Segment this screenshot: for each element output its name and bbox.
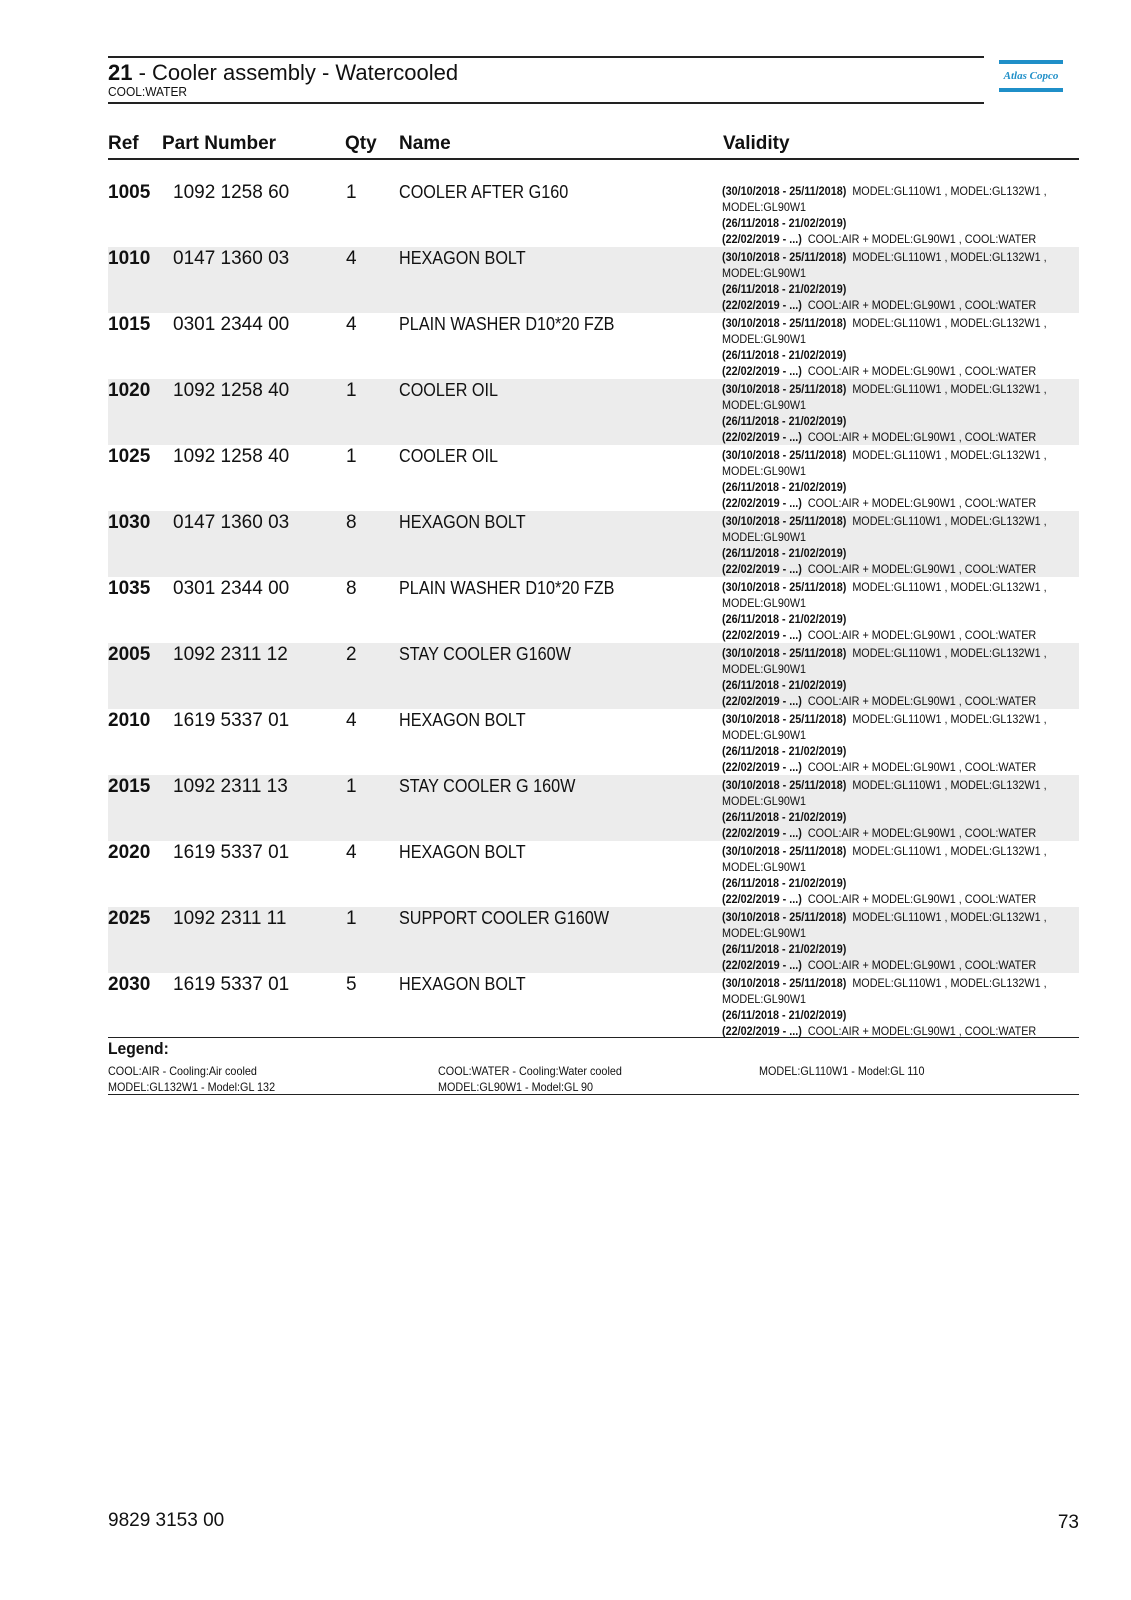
table-row xyxy=(108,445,1079,511)
validity-cell xyxy=(722,843,1082,907)
qty-cell: 4 xyxy=(346,248,357,269)
validity-line xyxy=(722,991,1046,1007)
page-subtitle: COOL:WATER xyxy=(108,84,188,99)
validity-date-range: (26/11/2018 - 21/02/2019) xyxy=(722,414,847,428)
validity-text: MODEL:GL110W1 , MODEL:GL132W1 , xyxy=(846,382,1047,396)
table-row xyxy=(108,181,1079,247)
validity-line xyxy=(722,627,1046,643)
name-cell: PLAIN WASHER D10*20 FZB xyxy=(399,314,615,334)
validity-cell xyxy=(722,909,1082,973)
validity-text: MODEL:GL90W1 xyxy=(722,266,807,280)
part-number-cell: 1092 2311 12 xyxy=(173,644,288,665)
validity-line xyxy=(722,711,1046,727)
validity-line xyxy=(722,447,1046,463)
validity-line xyxy=(722,381,1046,397)
ref-cell: 1005 xyxy=(108,182,151,203)
qty-cell: 4 xyxy=(346,710,357,731)
qty-cell: 5 xyxy=(346,974,357,995)
validity-date-range: (22/02/2019 - ...) xyxy=(722,826,802,840)
col-part-number-header: Part Number xyxy=(162,133,277,154)
validity-date-range: (30/10/2018 - 25/11/2018) xyxy=(722,580,847,594)
validity-date-range: (30/10/2018 - 25/11/2018) xyxy=(722,646,847,660)
part-number-cell: 0147 1360 03 xyxy=(173,248,290,269)
validity-text: MODEL:GL90W1 xyxy=(722,530,807,544)
validity-cell xyxy=(722,975,1082,1039)
validity-date-range: (26/11/2018 - 21/02/2019) xyxy=(722,216,847,230)
table-row xyxy=(108,775,1079,841)
validity-line xyxy=(722,249,1046,265)
qty-cell: 4 xyxy=(346,842,357,863)
section-number: 21 xyxy=(108,60,133,85)
validity-line xyxy=(722,545,1046,561)
validity-text: MODEL:GL110W1 , MODEL:GL132W1 , xyxy=(846,250,1047,264)
part-number-cell: 1092 1258 40 xyxy=(173,380,290,401)
validity-line xyxy=(722,859,1046,875)
qty-cell: 8 xyxy=(346,512,357,533)
legend-bottom-rule xyxy=(108,1094,1079,1095)
validity-text: MODEL:GL110W1 , MODEL:GL132W1 , xyxy=(846,514,1047,528)
validity-line xyxy=(722,677,1046,693)
validity-text: MODEL:GL110W1 , MODEL:GL132W1 , xyxy=(846,976,1047,990)
validity-cell xyxy=(722,183,1082,247)
ref-cell: 1025 xyxy=(108,446,151,467)
validity-cell xyxy=(722,645,1082,709)
validity-text: COOL:AIR + MODEL:GL90W1 , COOL:WATER xyxy=(801,496,1037,510)
validity-text: COOL:AIR + MODEL:GL90W1 , COOL:WATER xyxy=(801,364,1037,378)
validity-date-range: (30/10/2018 - 25/11/2018) xyxy=(722,778,847,792)
name-cell: SUPPORT COOLER G160W xyxy=(399,908,610,928)
ref-cell: 2020 xyxy=(108,842,151,863)
validity-text: MODEL:GL90W1 xyxy=(722,662,807,676)
validity-line xyxy=(722,743,1046,759)
validity-text: COOL:AIR + MODEL:GL90W1 , COOL:WATER xyxy=(801,430,1037,444)
validity-date-range: (22/02/2019 - ...) xyxy=(722,430,802,444)
table-row xyxy=(108,247,1079,313)
legend-item: MODEL:GL110W1 - Model:GL 110 xyxy=(759,1064,925,1078)
validity-text: COOL:AIR + MODEL:GL90W1 , COOL:WATER xyxy=(801,298,1037,312)
col-validity-header: Validity xyxy=(723,133,790,154)
logo-bottom-bar xyxy=(999,88,1063,92)
validity-date-range: (22/02/2019 - ...) xyxy=(722,1024,802,1038)
part-number-cell: 1619 5337 01 xyxy=(173,842,290,863)
part-number-cell: 1092 2311 11 xyxy=(173,908,287,929)
validity-date-range: (30/10/2018 - 25/11/2018) xyxy=(722,250,847,264)
validity-date-range: (30/10/2018 - 25/11/2018) xyxy=(722,514,847,528)
legend-item: MODEL:GL90W1 - Model:GL 90 xyxy=(438,1080,594,1094)
validity-line xyxy=(722,645,1046,661)
validity-text: MODEL:GL90W1 xyxy=(722,464,807,478)
validity-line xyxy=(722,529,1046,545)
validity-line xyxy=(722,231,1046,247)
validity-text: MODEL:GL90W1 xyxy=(722,596,807,610)
validity-date-range: (26/11/2018 - 21/02/2019) xyxy=(722,480,847,494)
validity-date-range: (26/11/2018 - 21/02/2019) xyxy=(722,546,847,560)
validity-date-range: (30/10/2018 - 25/11/2018) xyxy=(722,910,847,924)
validity-date-range: (26/11/2018 - 21/02/2019) xyxy=(722,942,847,956)
validity-date-range: (30/10/2018 - 25/11/2018) xyxy=(722,976,847,990)
validity-date-range: (22/02/2019 - ...) xyxy=(722,298,802,312)
validity-line xyxy=(722,347,1046,363)
table-row xyxy=(108,313,1079,379)
validity-line xyxy=(722,265,1046,281)
legend-item: COOL:AIR - Cooling:Air cooled xyxy=(108,1064,257,1078)
name-cell: PLAIN WASHER D10*20 FZB xyxy=(399,578,615,598)
validity-line xyxy=(722,843,1046,859)
page-title xyxy=(108,60,458,86)
validity-text: MODEL:GL90W1 xyxy=(722,200,807,214)
validity-text: COOL:AIR + MODEL:GL90W1 , COOL:WATER xyxy=(801,694,1037,708)
table-row xyxy=(108,511,1079,577)
validity-line xyxy=(722,825,1046,841)
validity-line xyxy=(722,579,1046,595)
table-row xyxy=(108,907,1079,973)
ref-cell: 1035 xyxy=(108,578,151,599)
ref-cell: 2015 xyxy=(108,776,151,797)
qty-cell: 1 xyxy=(346,380,357,401)
validity-text: MODEL:GL90W1 xyxy=(722,332,807,346)
validity-cell xyxy=(722,579,1082,643)
validity-cell xyxy=(722,513,1082,577)
validity-date-range: (22/02/2019 - ...) xyxy=(722,694,802,708)
page-number: 73 xyxy=(1057,1512,1079,1533)
validity-text: MODEL:GL90W1 xyxy=(722,926,807,940)
table-bottom-rule xyxy=(108,1037,1079,1038)
validity-cell xyxy=(722,711,1082,775)
col-ref-header: Ref xyxy=(108,133,139,154)
validity-line xyxy=(722,495,1046,511)
table-row xyxy=(108,973,1079,1039)
section-title: - Cooler assembly - Watercooled xyxy=(132,60,459,85)
validity-date-range: (26/11/2018 - 21/02/2019) xyxy=(722,876,847,890)
validity-date-range: (22/02/2019 - ...) xyxy=(722,562,802,576)
validity-line xyxy=(722,957,1046,973)
validity-line xyxy=(722,661,1046,677)
validity-date-range: (22/02/2019 - ...) xyxy=(722,364,802,378)
validity-date-range: (26/11/2018 - 21/02/2019) xyxy=(722,612,847,626)
validity-date-range: (30/10/2018 - 25/11/2018) xyxy=(722,712,847,726)
qty-cell: 1 xyxy=(346,446,357,467)
validity-line xyxy=(722,611,1046,627)
validity-line xyxy=(722,875,1046,891)
validity-text: COOL:AIR + MODEL:GL90W1 , COOL:WATER xyxy=(801,562,1037,576)
validity-text: COOL:AIR + MODEL:GL90W1 , COOL:WATER xyxy=(801,760,1037,774)
validity-line xyxy=(722,1007,1046,1023)
part-number-cell: 1092 2311 13 xyxy=(173,776,288,797)
part-number-cell: 0301 2344 00 xyxy=(173,314,290,335)
ref-cell: 1015 xyxy=(108,314,151,335)
table-row xyxy=(108,709,1079,775)
name-cell: HEXAGON BOLT xyxy=(399,248,526,268)
validity-line xyxy=(722,331,1046,347)
validity-line xyxy=(722,759,1046,775)
validity-text: MODEL:GL110W1 , MODEL:GL132W1 , xyxy=(846,448,1047,462)
validity-text: MODEL:GL110W1 , MODEL:GL132W1 , xyxy=(846,778,1047,792)
qty-cell: 4 xyxy=(346,314,357,335)
legend-title: Legend: xyxy=(108,1039,169,1058)
ref-cell: 2010 xyxy=(108,710,151,731)
name-cell: COOLER AFTER G160 xyxy=(399,182,569,202)
part-number-cell: 0147 1360 03 xyxy=(173,512,290,533)
validity-date-range: (26/11/2018 - 21/02/2019) xyxy=(722,678,847,692)
part-number-cell: 1092 1258 60 xyxy=(173,182,290,203)
validity-line xyxy=(722,183,1046,199)
table-row xyxy=(108,577,1079,643)
validity-text: COOL:AIR + MODEL:GL90W1 , COOL:WATER xyxy=(801,1024,1037,1038)
table-row xyxy=(108,841,1079,907)
part-number-cell: 0301 2344 00 xyxy=(173,578,290,599)
validity-line xyxy=(722,777,1046,793)
validity-line xyxy=(722,809,1046,825)
ref-cell: 1010 xyxy=(108,248,151,269)
validity-line xyxy=(722,561,1046,577)
validity-text: COOL:AIR + MODEL:GL90W1 , COOL:WATER xyxy=(801,628,1037,642)
validity-cell xyxy=(722,381,1082,445)
name-cell: COOLER OIL xyxy=(399,446,499,466)
validity-text: MODEL:GL110W1 , MODEL:GL132W1 , xyxy=(846,580,1047,594)
validity-date-range: (26/11/2018 - 21/02/2019) xyxy=(722,810,847,824)
qty-cell: 1 xyxy=(346,908,357,929)
name-cell: HEXAGON BOLT xyxy=(399,842,526,862)
validity-line xyxy=(722,793,1046,809)
validity-line xyxy=(722,281,1046,297)
part-number-cell: 1619 5337 01 xyxy=(173,974,290,995)
table-header xyxy=(108,130,1079,160)
validity-line xyxy=(722,693,1046,709)
validity-line xyxy=(722,297,1046,313)
validity-date-range: (22/02/2019 - ...) xyxy=(722,892,802,906)
validity-text: MODEL:GL110W1 , MODEL:GL132W1 , xyxy=(846,316,1047,330)
validity-date-range: (26/11/2018 - 21/02/2019) xyxy=(722,348,847,362)
table-row xyxy=(108,379,1079,445)
validity-cell xyxy=(722,315,1082,379)
brand-logo xyxy=(999,60,1063,96)
qty-cell: 2 xyxy=(346,644,357,665)
validity-date-range: (26/11/2018 - 21/02/2019) xyxy=(722,1008,847,1022)
validity-text: MODEL:GL90W1 xyxy=(722,860,807,874)
validity-date-range: (22/02/2019 - ...) xyxy=(722,232,802,246)
legend-item: MODEL:GL132W1 - Model:GL 132 xyxy=(108,1080,276,1094)
legend-item: COOL:WATER - Cooling:Water cooled xyxy=(438,1064,622,1078)
validity-text: MODEL:GL90W1 xyxy=(722,794,807,808)
validity-line xyxy=(722,891,1046,907)
col-name-header: Name xyxy=(399,133,451,154)
validity-text: MODEL:GL90W1 xyxy=(722,398,807,412)
validity-line xyxy=(722,909,1046,925)
logo-top-bar xyxy=(999,60,1063,64)
validity-line xyxy=(722,925,1046,941)
ref-cell: 2005 xyxy=(108,644,151,665)
validity-text: MODEL:GL90W1 xyxy=(722,728,807,742)
col-qty-header: Qty xyxy=(345,133,377,154)
validity-line xyxy=(722,513,1046,529)
validity-date-range: (26/11/2018 - 21/02/2019) xyxy=(722,282,847,296)
name-cell: HEXAGON BOLT xyxy=(399,512,526,532)
validity-line xyxy=(722,975,1046,991)
name-cell: HEXAGON BOLT xyxy=(399,710,526,730)
validity-line xyxy=(722,595,1046,611)
name-cell: HEXAGON BOLT xyxy=(399,974,526,994)
name-cell: STAY COOLER G 160W xyxy=(399,776,576,796)
validity-text: COOL:AIR + MODEL:GL90W1 , COOL:WATER xyxy=(801,892,1037,906)
ref-cell: 2025 xyxy=(108,908,151,929)
validity-date-range: (26/11/2018 - 21/02/2019) xyxy=(722,744,847,758)
validity-line xyxy=(722,429,1046,445)
validity-line xyxy=(722,479,1046,495)
validity-line xyxy=(722,941,1046,957)
validity-date-range: (30/10/2018 - 25/11/2018) xyxy=(722,184,847,198)
validity-date-range: (22/02/2019 - ...) xyxy=(722,958,802,972)
validity-text: COOL:AIR + MODEL:GL90W1 , COOL:WATER xyxy=(801,826,1037,840)
validity-cell xyxy=(722,777,1082,841)
ref-cell: 2030 xyxy=(108,974,151,995)
ref-cell: 1030 xyxy=(108,512,151,533)
validity-text: MODEL:GL110W1 , MODEL:GL132W1 , xyxy=(846,910,1047,924)
validity-text: COOL:AIR + MODEL:GL90W1 , COOL:WATER xyxy=(801,958,1037,972)
validity-date-range: (22/02/2019 - ...) xyxy=(722,628,802,642)
table-row xyxy=(108,643,1079,709)
validity-line xyxy=(722,215,1046,231)
qty-cell: 1 xyxy=(346,182,357,203)
part-number-cell: 1092 1258 40 xyxy=(173,446,290,467)
document-number: 9829 3153 00 xyxy=(108,1510,225,1531)
validity-text: MODEL:GL90W1 xyxy=(722,992,807,1006)
validity-text: MODEL:GL110W1 , MODEL:GL132W1 , xyxy=(846,844,1047,858)
title-block xyxy=(108,56,984,104)
validity-line xyxy=(722,727,1046,743)
ref-cell: 1020 xyxy=(108,380,151,401)
qty-cell: 8 xyxy=(346,578,357,599)
validity-date-range: (22/02/2019 - ...) xyxy=(722,760,802,774)
part-number-cell: 1619 5337 01 xyxy=(173,710,290,731)
validity-date-range: (22/02/2019 - ...) xyxy=(722,496,802,510)
name-cell: STAY COOLER G160W xyxy=(399,644,571,664)
validity-text: MODEL:GL110W1 , MODEL:GL132W1 , xyxy=(846,712,1047,726)
validity-line xyxy=(722,315,1046,331)
validity-line xyxy=(722,363,1046,379)
validity-line xyxy=(722,397,1046,413)
validity-line xyxy=(722,463,1046,479)
validity-line xyxy=(722,413,1046,429)
validity-text: COOL:AIR + MODEL:GL90W1 , COOL:WATER xyxy=(801,232,1037,246)
validity-line xyxy=(722,199,1046,215)
validity-date-range: (30/10/2018 - 25/11/2018) xyxy=(722,844,847,858)
validity-text: MODEL:GL110W1 , MODEL:GL132W1 , xyxy=(846,184,1047,198)
validity-cell xyxy=(722,249,1082,313)
validity-date-range: (30/10/2018 - 25/11/2018) xyxy=(722,382,847,396)
validity-cell xyxy=(722,447,1082,511)
logo-text: Atlas Copco xyxy=(1003,70,1059,82)
validity-date-range: (30/10/2018 - 25/11/2018) xyxy=(722,316,847,330)
validity-date-range: (30/10/2018 - 25/11/2018) xyxy=(722,448,847,462)
name-cell: COOLER OIL xyxy=(399,380,499,400)
validity-text: MODEL:GL110W1 , MODEL:GL132W1 , xyxy=(846,646,1047,660)
qty-cell: 1 xyxy=(346,776,357,797)
